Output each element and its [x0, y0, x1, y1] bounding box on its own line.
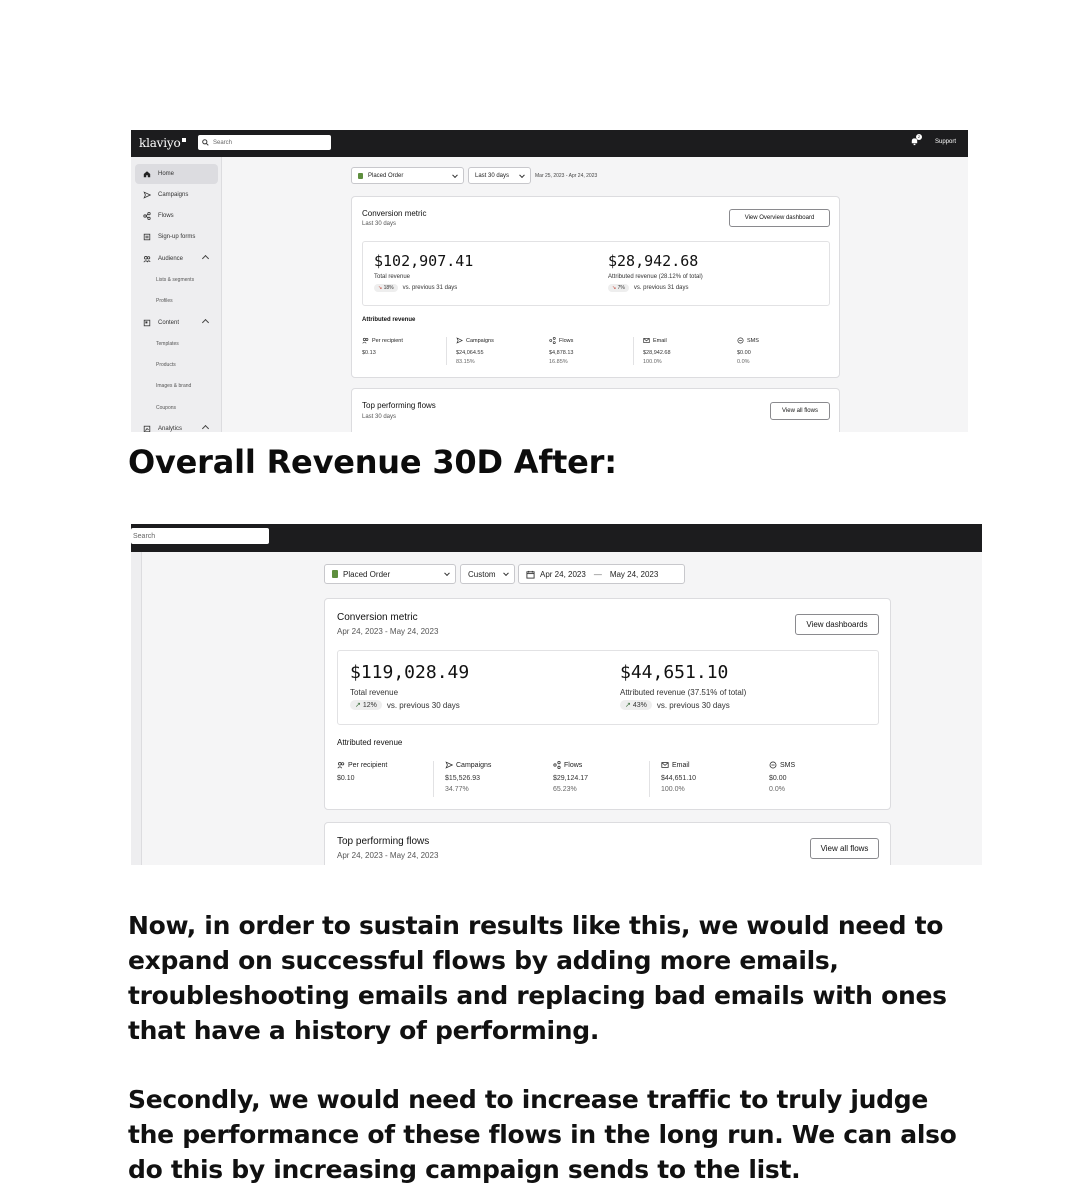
section-heading: Overall Revenue 30D After:: [128, 443, 617, 481]
chevron-up-icon: [202, 425, 209, 432]
view-all-flows-button[interactable]: View all flows: [810, 838, 879, 859]
range-select[interactable]: Last 30 days: [468, 167, 531, 184]
campaigns-column: Campaigns $24,064.55 83.15%: [456, 337, 494, 365]
content-icon: [143, 319, 153, 327]
chevron-down-icon: [452, 172, 458, 178]
revenue-summary: [337, 650, 879, 725]
attributed-revenue-title: Attributed revenue: [362, 317, 416, 323]
trend-down-icon: ↘: [612, 285, 617, 291]
conversion-card: [351, 196, 840, 378]
range-select[interactable]: Custom: [460, 564, 515, 584]
email-column: Email $28,942.68 100.0%: [643, 337, 671, 365]
send-icon: [143, 191, 153, 199]
sidebar-sub-profiles[interactable]: Profiles: [156, 298, 173, 304]
top-bar: [131, 130, 968, 157]
people-icon: [362, 337, 369, 344]
sidebar-sub-templates[interactable]: Templates: [156, 341, 179, 347]
flows-icon: [143, 212, 153, 220]
screenshot-before: [131, 130, 968, 432]
search-placeholder: Search: [133, 532, 156, 540]
flows-column: Flows $29,124.17 65.23%: [553, 761, 589, 793]
chevron-up-icon: [202, 255, 209, 262]
shopify-icon: [358, 173, 363, 179]
card-title: Top performing flows: [362, 401, 436, 410]
sms-icon: [737, 337, 744, 344]
paragraph-increase-traffic: Secondly, we would need to increase traffic to truly judge the performance of these flows in the long run. We can also do this by increasing campaign sends to the list.: [128, 1085, 957, 1184]
klaviyo-logo[interactable]: klaviyo: [139, 136, 186, 150]
top-bar: [131, 524, 982, 552]
date-range: Mar 25, 2023 - Apr 24, 2023: [535, 173, 598, 179]
attributed-revenue-delta: ↗ 43% vs. previous 30 days: [620, 700, 730, 710]
sidebar-item-audience[interactable]: Audience: [135, 249, 218, 269]
chevron-down-icon: [519, 172, 525, 178]
search-placeholder: Search: [213, 139, 233, 146]
sidebar-item-flows[interactable]: Flows: [135, 206, 218, 226]
email-icon: [643, 337, 650, 344]
attributed-revenue-value: $44,651.10: [620, 662, 729, 683]
total-revenue-delta: ↘ 18% vs. previous 31 days: [374, 284, 457, 292]
trend-up-icon: ↗: [355, 702, 361, 709]
attributed-revenue-value: $28,942.68: [608, 252, 699, 270]
card-subtitle: Last 30 days: [362, 414, 397, 420]
home-icon: [143, 170, 153, 178]
total-revenue-label: Total revenue: [350, 688, 399, 697]
sidebar-item-content[interactable]: Content: [135, 313, 218, 333]
chevron-up-icon: [202, 319, 209, 326]
search-input[interactable]: [131, 528, 269, 544]
flows-icon: [549, 337, 556, 344]
sidebar-item-campaigns[interactable]: Campaigns: [135, 185, 218, 205]
campaigns-column: Campaigns $15,526.93 34.77%: [445, 761, 492, 793]
total-revenue-label: Total revenue: [374, 274, 411, 280]
sidebar: [131, 552, 142, 865]
card-title: Conversion metric: [362, 209, 427, 218]
card-subtitle: Apr 24, 2023 - May 24, 2023: [337, 627, 439, 636]
per-recipient-column: Per recipient $0.10: [337, 761, 388, 782]
sidebar-sub-images-brand[interactable]: Images & brand: [156, 383, 192, 389]
sms-column: SMS $0.00 0.0%: [769, 761, 796, 793]
paragraph-sustain-results: Now, in order to sustain results like this, we would need to expand on successful flows by adding more emails, troubleshooting emails and replacing bad emails with ones that have a history of performing.: [128, 911, 947, 1045]
screenshot-after: [131, 524, 982, 865]
revenue-summary: [362, 241, 830, 306]
notification-count: 2: [917, 134, 921, 139]
send-icon: [445, 761, 453, 769]
sms-column: SMS $0.00 0.0%: [737, 337, 759, 365]
date-end[interactable]: May 24, 2023: [609, 569, 659, 579]
calendar-icon: [526, 570, 535, 579]
metric-select[interactable]: Placed Order: [351, 167, 464, 184]
search-icon: [202, 139, 209, 146]
support-link[interactable]: Support: [934, 138, 956, 145]
search-input[interactable]: [198, 135, 331, 150]
total-revenue-value: $102,907.41: [374, 252, 474, 270]
sidebar: [131, 157, 222, 432]
metric-select[interactable]: Placed Order: [324, 564, 456, 584]
date-separator: —: [593, 569, 602, 579]
sms-icon: [769, 761, 777, 769]
card-title: Conversion metric: [337, 612, 418, 623]
sidebar-sub-products[interactable]: Products: [156, 362, 176, 368]
shopify-icon: [332, 570, 338, 578]
top-flows-card: [351, 388, 840, 432]
sidebar-sub-coupons[interactable]: Coupons: [156, 405, 177, 411]
trend-down-icon: ↘: [378, 285, 383, 291]
sidebar-sub-lists-segments[interactable]: Lists & segments: [156, 277, 195, 283]
sidebar-item-home[interactable]: Home: [135, 164, 218, 184]
flows-column: Flows $4,878.13 16.85%: [549, 337, 574, 365]
card-title: Top performing flows: [337, 836, 430, 847]
people-icon: [337, 761, 345, 769]
bell-icon[interactable]: [910, 134, 921, 146]
top-flows-card: [324, 822, 891, 865]
email-column: Email $44,651.10 100.0%: [661, 761, 697, 793]
date-start[interactable]: Apr 24, 2023: [540, 569, 586, 579]
total-revenue-delta: ↗ 12% vs. previous 30 days: [350, 700, 460, 710]
total-revenue-value: $119,028.49: [350, 662, 470, 683]
view-dashboards-button[interactable]: View dashboards: [795, 614, 879, 635]
form-icon: [143, 233, 153, 241]
attributed-revenue-title: Attributed revenue: [337, 738, 403, 747]
sidebar-item-signup-forms[interactable]: Sign-up forms: [135, 227, 218, 247]
view-all-flows-button[interactable]: View all flows: [770, 402, 830, 420]
trend-up-icon: ↗: [625, 702, 631, 709]
card-subtitle: Apr 24, 2023 - May 24, 2023: [337, 851, 439, 860]
conversion-card: [324, 598, 891, 810]
card-subtitle: Last 30 days: [362, 221, 397, 227]
attributed-revenue-label: Attributed revenue (37.51% of total): [620, 688, 747, 697]
sidebar-item-analytics[interactable]: Analytics: [135, 419, 218, 432]
view-overview-dashboard-button[interactable]: View Overview dashboard: [729, 209, 830, 227]
email-icon: [661, 761, 669, 769]
per-recipient-column: Per recipient $0.13: [362, 337, 403, 356]
send-icon: [456, 337, 463, 344]
chevron-down-icon: [503, 570, 509, 576]
chevron-down-icon: [444, 570, 450, 576]
analytics-icon: [143, 425, 153, 432]
people-icon: [143, 255, 153, 263]
attributed-revenue-delta: ↘ 7% vs. previous 31 days: [608, 284, 689, 292]
attributed-revenue-label: Attributed revenue (28.12% of total): [608, 274, 703, 280]
flows-icon: [553, 761, 561, 769]
date-range-picker[interactable]: [518, 564, 685, 584]
